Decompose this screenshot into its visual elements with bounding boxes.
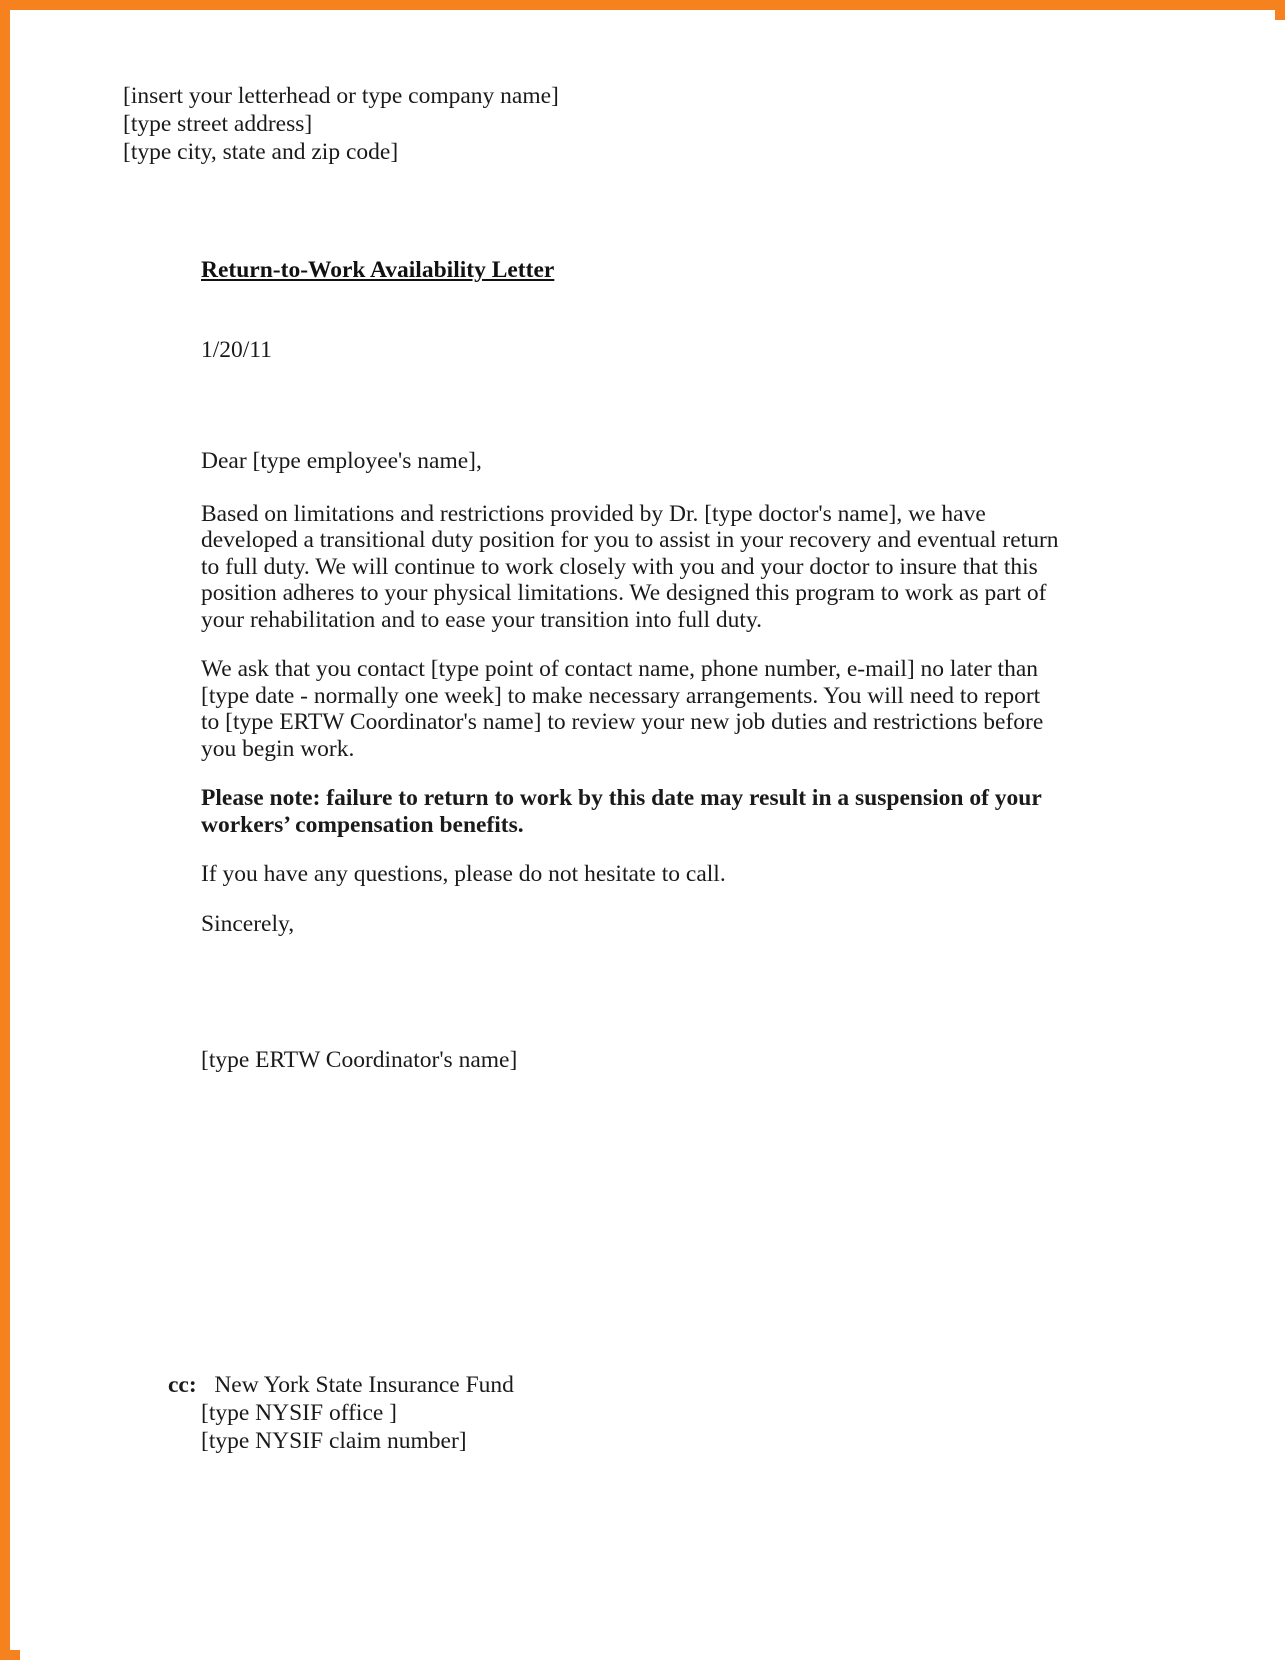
signature-name: [type ERTW Coordinator's name] bbox=[201, 1047, 518, 1073]
page-title: Return-to-Work Availability Letter bbox=[201, 257, 555, 283]
cc-block bbox=[168, 1371, 514, 1455]
closing-question: If you have any questions, please do not hesitate to call. bbox=[201, 861, 726, 887]
cc-recipient-line bbox=[168, 1371, 514, 1399]
letter-body bbox=[201, 448, 1061, 960]
letter-date: 1/20/11 bbox=[201, 337, 272, 363]
letterhead-line-city: [type city, state and zip code] bbox=[123, 139, 399, 165]
cc-claim-line: [type NYSIF claim number] bbox=[201, 1428, 467, 1454]
body-paragraph-2: We ask that you contact [type point of contact name, phone number, e-mail] no later than [type date - normally one week] to make necessary arrangements. You will need to report to [type ERTW Coordinator's name] to review your new job duties and restrictions before you begin work. bbox=[201, 656, 1044, 762]
cc-recipient: New York State Insurance Fund bbox=[214, 1372, 514, 1398]
closing-salutation: Sincerely, bbox=[201, 910, 295, 937]
letterhead-block bbox=[123, 82, 559, 166]
letterhead-line-company: [insert your letterhead or type company name] bbox=[123, 83, 559, 109]
body-paragraph-1: Based on limitations and restrictions provided by Dr. [type doctor's name], we have developed a transitional duty position for you to assist in your recovery and eventual return to full duty. We will continue to work closely with you and your doctor to insure that this position adheres to your physical limitations. We designed this program to work as part of your rehabilitation and to ease your transition into full duty. bbox=[201, 500, 1059, 633]
letterhead-line-street: [type street address] bbox=[123, 111, 313, 137]
important-note: Please note: failure to return to work by this date may result in a suspension of your workers’ compensation benefits. bbox=[201, 785, 1042, 838]
cc-office-line: [type NYSIF office ] bbox=[201, 1400, 398, 1426]
cc-label: cc: bbox=[168, 1372, 209, 1398]
salutation: Dear [type employee's name], bbox=[201, 448, 482, 474]
document-page bbox=[20, 20, 1285, 1660]
